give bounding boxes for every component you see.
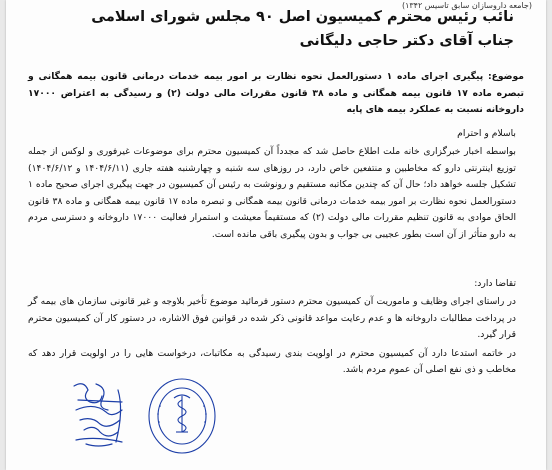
letter-body: بواسطه اخبار خبرگزاری خانه ملت اطلاع حاصل شد که مجدداً آن کمیسیون محترم برای موضوعات غیرفوری و لوکس از جمله توزیع اینترنتی دارو که مخاطبین و منتفعین خاص دارد، در روزهای سه شنبه و چهارشنبه هفته جاری (۱۴۰۴/۶/۱۱ و ۱۴۰۴/۶/۱۲) تشکیل جلسه خواهد داد؛ حال آن که چندین مکاتبه مستقیم و رونوشت به رئیس آن کمیسیون در جهت پیگیری اجرای صحیح ماده ۱ دستورالعمل نحوه نظارت بر امور بیمه خدمات درمانی قانون بیمه همگانی و تبصره ماده ۱۷ قانون بیمه همگانی و ماده ۳۸ قانون الحاق موادی به قانون تنظیم مقررات مالی دولت (۲) که مستقیماً معیشت و استمرار فعالیت ۱۷۰۰۰ داروخانه و دسترسی مردم به دارو متأثر از آن است بطور عجیبی بی جواب و بدون پیگیری باقی مانده است.: [28, 146, 516, 240]
request-item: در راستای اجرای وظایف و ماموریت آن کمیسیون محترم دستور فرمائید موضوع تأخیر بلاوجه و غیر قانونی سازمان های بیمه گر در پرداخت مطالبات داروخانه ها و عدم رعایت مواعد قانونی ذکر شده در قوانین فوق الاشاره، در دستور کار آن کمیسیون محترم قرار گیرد.: [28, 296, 516, 341]
letter-subject: موضوع: پیگیری اجرای ماده ۱ دستورالعمل نحوه نظارت بر امور بیمه خدمات درمانی قانون بیمه همگانی و تبصره ماده ۱۷ قانون بیمه همگانی و ماده ۳۸ قانون مقررات مالی دولت (۲) و رسیدگی به اعتراض ۱۷۰۰۰ داروخانه نسبت به عملکرد بیمه های پایه: [28, 71, 524, 116]
request-title: تقاضا دارد:: [474, 278, 516, 289]
request-item: در خاتمه استدعا دارد آن کمیسیون محترم در اولویت بندی رسیدگی به مکاتبات، درخواست هایی را در اولویت قرار دهد که مخاطب و ذی نفع اصلی آن عموم مردم باشد.: [28, 347, 516, 376]
letter-title: نائب رئیس محترم کمیسیون اصل ۹۰ مجلس شورای اسلامی: [91, 9, 514, 25]
association-seal: [146, 376, 218, 456]
header-note: (جامعه داروسازان سابق تاسیس ۱۳۴۲): [401, 1, 532, 10]
letter-page: [6, 0, 546, 470]
greeting: باسلام و احترام: [457, 128, 516, 139]
request-list: [28, 294, 516, 381]
handwritten-signature: [66, 376, 136, 452]
letter-addressee: جناب آقای دکتر حاجی دلیگانی: [299, 33, 514, 49]
